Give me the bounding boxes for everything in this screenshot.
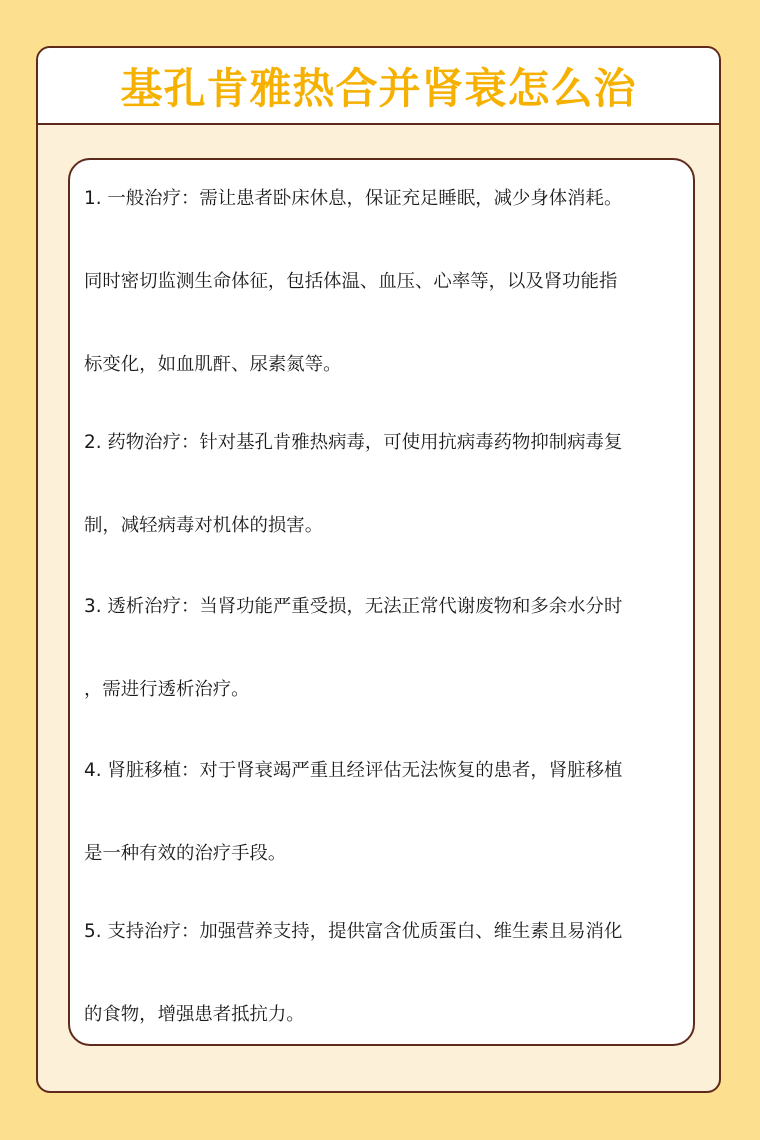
- text-line: 3. 透析治疗：当肾功能严重受损，无法正常代谢废物和多余水分时: [84, 596, 623, 617]
- content-panel: [68, 158, 695, 1046]
- text-line: 4. 肾脏移植：对于肾衰竭严重且经评估无法恢复的患者，肾脏移植: [84, 760, 623, 781]
- info-card: [36, 46, 721, 1093]
- text-line: 1. 一般治疗：需让患者卧床休息，保证充足睡眠，减少身体消耗。: [84, 188, 623, 209]
- text-line: 2. 药物治疗：针对基孔肯雅热病毒，可使用抗病毒药物抑制病毒复: [84, 432, 623, 453]
- text-line: 制，减轻病毒对机体的损害。: [84, 515, 324, 536]
- text-line: 5. 支持治疗：加强营养支持，提供富含优质蛋白、维生素且易消化: [84, 921, 623, 942]
- text-line: 是一种有效的治疗手段。: [84, 843, 287, 864]
- page-title: 基孔肯雅热合并肾衰怎么治: [120, 63, 637, 113]
- title-bar: [38, 48, 719, 125]
- text-line: 同时密切监测生命体征，包括体温、血压、心率等，以及肾功能指: [84, 271, 618, 292]
- text-line: 标变化，如血肌酐、尿素氮等。: [84, 354, 342, 375]
- text-line: ，需进行透析治疗。: [84, 679, 250, 700]
- text-line: 的食物，增强患者抵抗力。: [84, 1004, 305, 1025]
